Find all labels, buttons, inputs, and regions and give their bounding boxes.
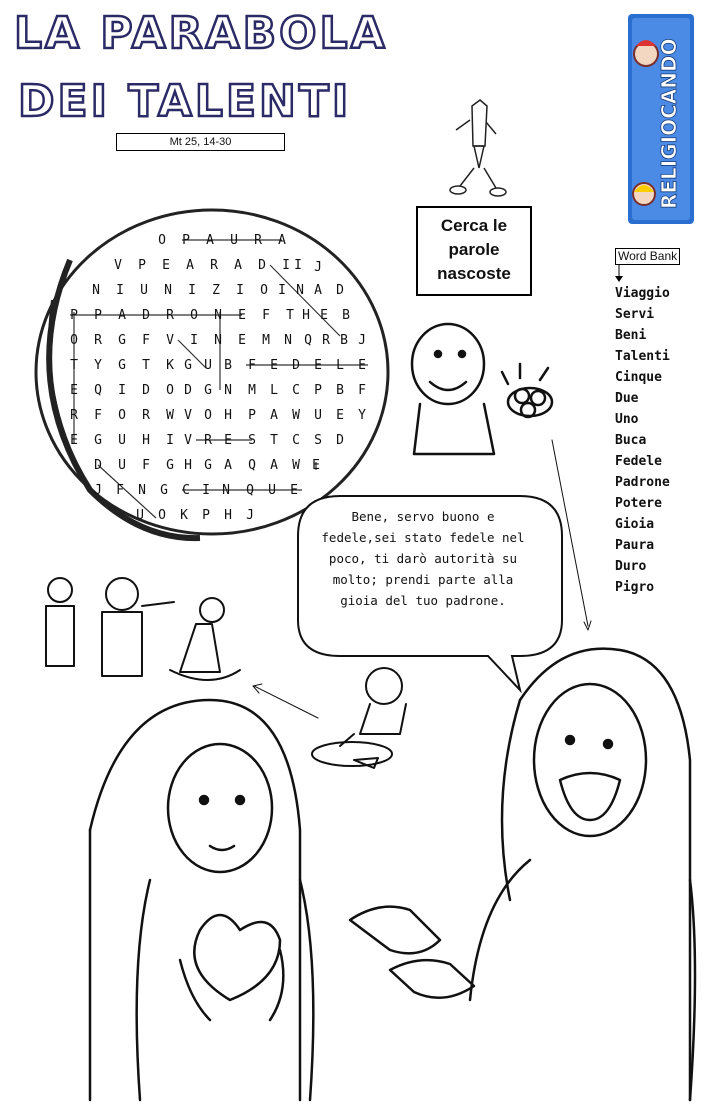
bible-reference: Mt 25, 14-30	[116, 133, 285, 151]
grid-letter: T	[70, 358, 78, 373]
grid-letter: V	[184, 408, 192, 423]
grid-letter: Q	[304, 333, 312, 348]
grid-letter: J	[358, 333, 366, 348]
grid-letter: G	[184, 358, 192, 373]
grid-letter: A	[186, 258, 194, 273]
grid-letter: A	[278, 233, 286, 248]
grid-letter: A	[118, 308, 126, 323]
grid-letter: E	[238, 333, 246, 348]
word-bank-item: Duro	[615, 559, 647, 574]
grid-letter: U	[136, 508, 144, 523]
word-bank-item: Uno	[615, 412, 639, 427]
word-bank-item: Viaggio	[615, 286, 670, 301]
grid-letter: G	[160, 483, 168, 498]
grid-letter: G	[166, 458, 174, 473]
word-bank-item: Gioia	[615, 517, 655, 532]
grid-letter: B	[340, 333, 348, 348]
grid-letter: D	[336, 283, 344, 298]
grid-letter: F	[262, 308, 270, 323]
grid-letter: A	[234, 258, 242, 273]
speech-text: Bene, servo buono e fedele,sei stato fedele nel poco, ti darò autorità su molto; prendi parte alla gioia del tuo padrone.	[321, 509, 525, 608]
grid-letter: J	[246, 508, 254, 523]
grid-letter: N	[138, 483, 146, 498]
grid-letter: D	[142, 383, 150, 398]
grid-letter: H	[184, 458, 192, 473]
title-line-1: LA PARABOLA	[14, 8, 388, 59]
grid-letter: N	[164, 283, 172, 298]
grid-letter: P	[314, 383, 322, 398]
grid-letter: N	[214, 333, 222, 348]
grid-letter: B	[336, 383, 344, 398]
grid-letter: R	[322, 333, 330, 348]
grid-letter: F	[248, 358, 256, 373]
grid-letter: O	[158, 508, 166, 523]
grid-letter: D	[94, 458, 102, 473]
grid-letter: E	[70, 433, 78, 448]
grid-letter: H	[224, 508, 232, 523]
grid-letter: A	[270, 408, 278, 423]
word-bank-item: Beni	[615, 328, 647, 343]
grid-letter: G	[204, 458, 212, 473]
grid-letter: P	[248, 408, 256, 423]
grid-letter: E	[312, 458, 320, 473]
grid-letter: P	[94, 308, 102, 323]
grid-letter: P	[70, 308, 78, 323]
grid-letter: D	[142, 308, 150, 323]
grid-letter: U	[118, 433, 126, 448]
grid-letter: B	[342, 308, 350, 323]
grid-letter: U	[314, 408, 322, 423]
grid-letter: O	[118, 408, 126, 423]
grid-letter: F	[142, 333, 150, 348]
word-bank-item: Buca	[615, 433, 647, 448]
grid-letter: O	[204, 408, 212, 423]
grid-letter: P	[182, 233, 190, 248]
grid-letter: E	[320, 308, 328, 323]
grid-letter: I	[190, 333, 198, 348]
grid-letter: V	[166, 333, 174, 348]
grid-letter: G	[118, 358, 126, 373]
grid-letter: V	[114, 258, 122, 273]
grid-letter: A	[270, 458, 278, 473]
word-bank-item: Pigro	[615, 580, 655, 595]
grid-letter: O	[70, 333, 78, 348]
grid-letter: H	[302, 308, 310, 323]
grid-letter: W	[292, 408, 300, 423]
grid-letter: O	[260, 283, 268, 298]
grid-letter: J	[94, 483, 102, 498]
grid-letter: E	[314, 358, 322, 373]
grid-letter: A	[314, 283, 322, 298]
grid-letter: H	[142, 433, 150, 448]
grid-letter: Z	[212, 283, 220, 298]
grid-letter: I	[202, 483, 210, 498]
grid-letter: E	[224, 433, 232, 448]
grid-letter: P	[138, 258, 146, 273]
title-line-2: DEI TALENTI	[18, 76, 352, 127]
word-bank-item: Talenti	[615, 349, 670, 364]
grid-letter: Y	[358, 408, 366, 423]
grid-letter: R	[204, 433, 212, 448]
word-bank-header: Word Bank	[615, 248, 680, 265]
grid-letter: Y	[94, 358, 102, 373]
servant-with-coins-icon	[412, 324, 552, 454]
grid-letter: E	[270, 358, 278, 373]
grid-letter: F	[358, 383, 366, 398]
grid-letter: E	[238, 308, 246, 323]
grid-letter: F	[116, 483, 124, 498]
grid-letter: D	[292, 358, 300, 373]
grid-letter: I	[188, 283, 196, 298]
grid-letter: W	[166, 408, 174, 423]
grid-letter: I	[166, 433, 174, 448]
word-bank-item: Fedele	[615, 454, 662, 469]
grid-letter: I	[236, 283, 244, 298]
grid-letter: O	[158, 233, 166, 248]
grid-letter: O	[166, 383, 174, 398]
grid-letter: U	[140, 283, 148, 298]
grid-letter: Q	[248, 458, 256, 473]
logo-text: RELIGIOCANDO	[657, 38, 681, 209]
grid-letter: E	[336, 408, 344, 423]
grid-letter: G	[94, 433, 102, 448]
grid-letter: E	[290, 483, 298, 498]
grid-letter: M	[248, 383, 256, 398]
grid-letter: M	[262, 333, 270, 348]
grid-letter: S	[248, 433, 256, 448]
grid-letter: Q	[94, 383, 102, 398]
grid-letter: J	[314, 260, 322, 275]
grid-letter: N	[296, 283, 304, 298]
grid-letter: E	[358, 358, 366, 373]
grid-letter: G	[204, 383, 212, 398]
grid-letter: K	[180, 508, 188, 523]
grid-letter: I	[116, 283, 124, 298]
grid-letter: G	[118, 333, 126, 348]
grid-letter: O	[190, 308, 198, 323]
grid-letter: W	[292, 458, 300, 473]
word-bank-item: Due	[615, 391, 639, 406]
woman-with-heart-icon	[90, 700, 313, 1100]
grid-letter: F	[94, 408, 102, 423]
grid-letter: R	[166, 308, 174, 323]
grid-letter: R	[254, 233, 262, 248]
grid-letter: R	[70, 408, 78, 423]
grid-letter: T	[142, 358, 150, 373]
grid-letter: S	[314, 433, 322, 448]
grid-letter: C	[292, 433, 300, 448]
grid-letter: U	[118, 458, 126, 473]
grid-letter: B	[224, 358, 232, 373]
word-bank-item: Potere	[615, 496, 662, 511]
grid-letter: U	[268, 483, 276, 498]
word-bank-item: Padrone	[615, 475, 670, 490]
grid-letter: I	[118, 383, 126, 398]
grid-letter: U	[230, 233, 238, 248]
master-and-servants-icon	[46, 578, 240, 680]
grid-letter: A	[224, 458, 232, 473]
grid-letter: V	[184, 433, 192, 448]
word-bank-item: Paura	[615, 538, 655, 553]
grid-letter: R	[142, 408, 150, 423]
instruction-line-1: Cerca le	[440, 216, 508, 235]
grid-letter: N	[224, 383, 232, 398]
grid-letter: C	[292, 383, 300, 398]
grid-letter: N	[222, 483, 230, 498]
grid-letter: D	[336, 433, 344, 448]
grid-letter: R	[94, 333, 102, 348]
grid-letter: R	[210, 258, 218, 273]
grid-letter: T	[270, 433, 278, 448]
master-bearded-man-icon	[350, 649, 695, 1100]
grid-letter: Q	[246, 483, 254, 498]
word-bank-item: Cinque	[615, 370, 662, 385]
grid-letter: N	[284, 333, 292, 348]
grid-letter: I	[282, 258, 290, 273]
grid-letter: A	[206, 233, 214, 248]
grid-letter: K	[166, 358, 174, 373]
grid-letter: C	[182, 483, 190, 498]
grid-letter: T	[286, 308, 294, 323]
grid-letter: E	[70, 383, 78, 398]
grid-letter: D	[258, 258, 266, 273]
instruction-line-3: nascoste	[437, 264, 511, 283]
word-bank-item: Servi	[615, 307, 655, 322]
grid-letter: I	[294, 258, 302, 273]
grid-letter: F	[142, 458, 150, 473]
grid-letter: L	[336, 358, 344, 373]
grid-letter: H	[224, 408, 232, 423]
grid-letter: N	[92, 283, 100, 298]
grid-letter: L	[270, 383, 278, 398]
grid-letter: D	[184, 383, 192, 398]
grid-letter: U	[204, 358, 212, 373]
grid-letter: E	[162, 258, 170, 273]
servant-digging-icon	[312, 668, 406, 768]
grid-letter: I	[278, 283, 286, 298]
grid-letter: N	[214, 308, 222, 323]
grid-letter: P	[202, 508, 210, 523]
instruction-line-2: parole	[448, 240, 500, 259]
